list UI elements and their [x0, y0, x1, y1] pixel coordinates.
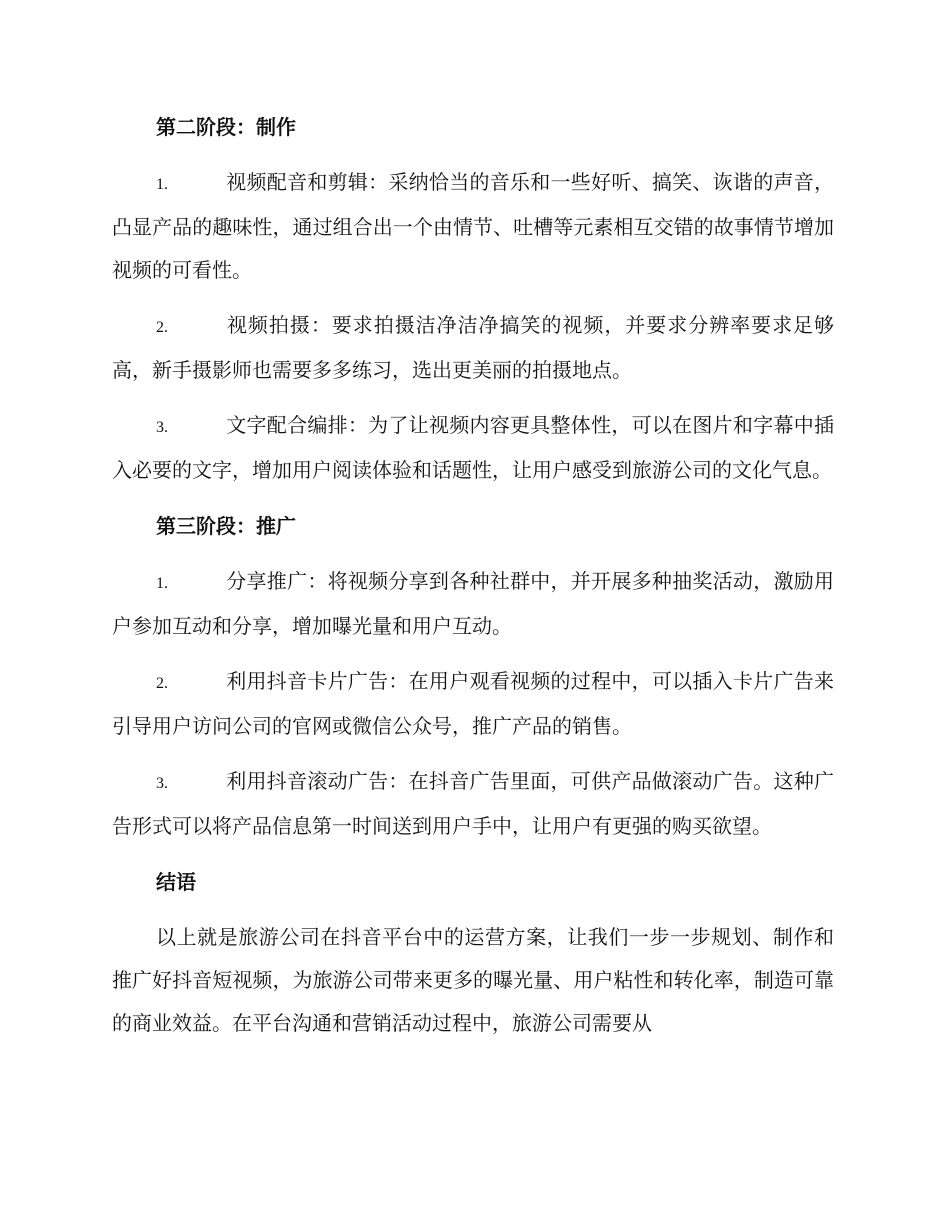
section-heading-promotion: 第三阶段：推广	[156, 514, 296, 538]
list-item-text: 视频配音和剪辑：采纳恰当的音乐和一些好听、搞笑、诙谐的声音，凸显产品的趣味性，通过组合出一个由情节、吐槽等元素相互交错的故事情节增加视频的可看性。	[112, 170, 834, 282]
list-item	[112, 404, 834, 492]
list-item-text: 视频拍摄：要求拍摄洁净洁净搞笑的视频，并要求分辨率要求足够高，新手摄影师也需要多多练习，选出更美丽的拍摄地点。	[112, 313, 834, 382]
list-item	[112, 304, 834, 392]
section-heading-conclusion: 结语	[156, 870, 196, 894]
list-item-text: 文字配合编排：为了让视频内容更具整体性，可以在图片和字幕中插入必要的文字，增加用户阅读体验和话题性，让用户感受到旅游公司的文化气息。	[112, 413, 834, 482]
list-number: 2.	[156, 675, 168, 692]
conclusion-paragraph: 以上就是旅游公司在抖音平台中的运营方案，让我们一步一步规划、制作和推广好抖音短视频，为旅游公司带来更多的曝光量、用户粘性和转化率，制造可靠的商业效益。在平台沟通和营销活动过程中，旅游公司需要从	[112, 925, 834, 1035]
list-item	[112, 560, 834, 648]
list-item-text: 利用抖音卡片广告：在用户观看视频的过程中，可以插入卡片广告来引导用户访问公司的官网或微信公众号，推广产品的销售。	[112, 669, 834, 738]
list-number: 3.	[156, 419, 168, 436]
list-item-text: 分享推广：将视频分享到各种社群中，并开展多种抽奖活动，激励用户参加互动和分享，增加曝光量和用户互动。	[112, 569, 834, 638]
list-number: 3.	[156, 775, 168, 792]
list-number: 2.	[156, 319, 168, 336]
list-number: 1.	[156, 575, 168, 592]
list-number: 1.	[156, 176, 168, 193]
document-page	[112, 105, 834, 1045]
list-item	[112, 660, 834, 748]
list-item-text: 利用抖音滚动广告：在抖音广告里面，可供产品做滚动广告。这种广告形式可以将产品信息第一时间送到用户手中，让用户有更强的购买欲望。	[112, 769, 834, 838]
list-item	[112, 161, 834, 292]
section-heading-production: 第二阶段：制作	[156, 115, 296, 139]
list-item	[112, 760, 834, 848]
